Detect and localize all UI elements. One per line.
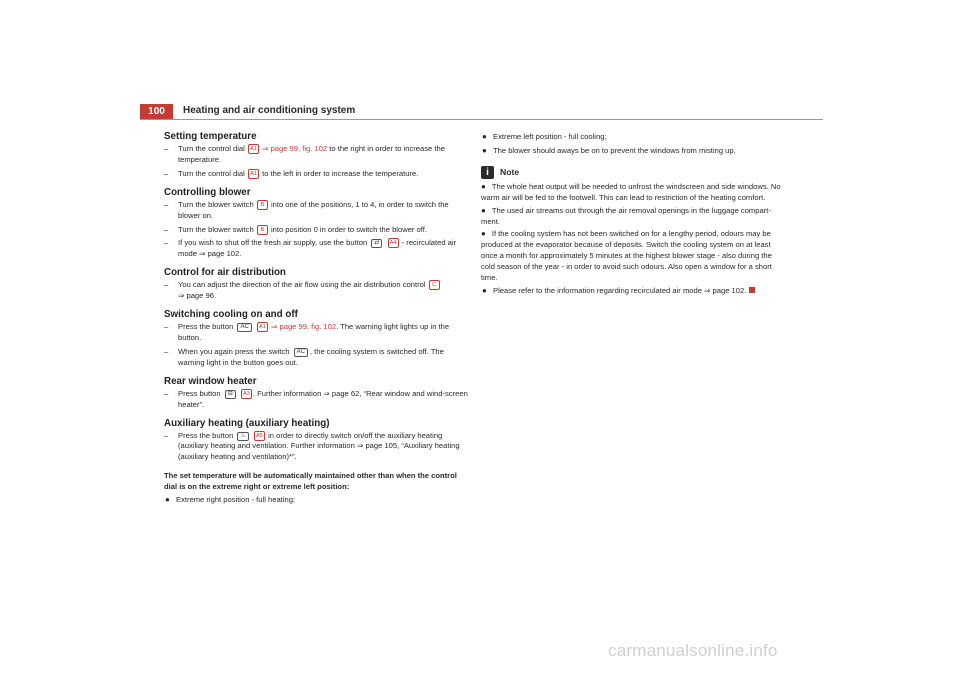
note-title: Note	[500, 166, 520, 177]
step: – You can adjust the direction of the air flow using the air distribution control C ⇒ page 96.	[164, 280, 470, 302]
callout-b-icon: B	[257, 200, 268, 210]
rear-window-heater-icon: ⊟	[225, 390, 236, 399]
step: – Turn the control dial A1 ⇒ page 99, fig. 102 to the right in order to increase the temperature.	[164, 144, 445, 164]
page-link[interactable]: ⇒ page 99, fig. 102	[271, 322, 337, 332]
bullet-icon: ●	[481, 205, 486, 215]
page-title: Heating and air conditioning system	[183, 105, 356, 116]
step: – Press the button AC A1 ⇒ page 99, fig. 102. The warning light lights up in the button.	[164, 322, 450, 342]
watermark: carmanualsonline.info	[608, 641, 778, 660]
callout-a1-icon: A1	[248, 169, 259, 179]
recirculation-button-icon: ⇄	[371, 239, 382, 248]
bullet-icon: ●	[481, 181, 486, 191]
bullet-item: ● Extreme right position - full heating;	[165, 495, 296, 505]
header-rule	[140, 119, 823, 120]
info-icon: i	[481, 166, 494, 179]
step: – If you wish to shut off the fresh air supply, use the button ⇄ A4 - recirculated air mode ⇒ page 102.	[164, 238, 457, 259]
step: – Press button ⊟ A3 . Further information ⇒ page 62, “Rear window and wind-screen heater”.	[164, 388, 468, 409]
heading-air-distribution: Control for air distribution	[164, 267, 286, 279]
heading-cooling: Switching cooling on and off	[164, 309, 298, 321]
heading-setting-temperature: Setting temperature	[164, 131, 257, 142]
bullet-icon: ●	[482, 132, 487, 141]
note-item: ● The used air streams out through the air removal openings in the luggage compart-ment.	[481, 205, 771, 226]
bullet-icon: ●	[482, 145, 487, 155]
bullet-item: ● The blower should aways be on to prevent the windows from misting up.	[482, 145, 736, 155]
auxiliary-heating-icon: ♨	[237, 432, 248, 441]
page-header	[140, 104, 823, 120]
note-item: ● If the cooling system has not been switched on for a lengthy period, odours may be produced at the evaporator because of deposits. Switch the cooling system on at least once a month for approximately 5 minutes at the highest blower stage - also during the cold season of the year - in order to avoid such odours. Also open a window for a short time.	[481, 229, 772, 283]
left-column	[164, 130, 470, 509]
bullet-icon: ●	[165, 495, 170, 505]
callout-a1-icon: A1	[257, 322, 268, 332]
note-header	[481, 166, 781, 179]
bullet-icon: ●	[482, 285, 487, 295]
page-link[interactable]: ⇒ page 99, fig. 102	[262, 144, 328, 153]
step: – Turn the blower switch B into one of the positions, 1 to 4, in order to switch the blower on.	[164, 199, 449, 220]
heading-rear-window-heater: Rear window heater	[164, 375, 257, 387]
bullet-item: ● Extreme left position - full cooling;	[482, 132, 607, 141]
callout-a4-icon: A4	[388, 238, 399, 248]
step: – When you again press the switch AC , the cooling system is switched off. The warning light in the button goes out.	[164, 346, 444, 367]
step: – Turn the control dial A1 to the left in order to increase the temperature.	[164, 168, 419, 178]
end-mark-icon	[749, 287, 755, 293]
callout-a5-icon: A5	[254, 431, 265, 441]
callout-c-icon: C	[429, 280, 440, 290]
step: – Press the button ♨ A5 in order to directly switch on/off the auxiliary heating (auxiliary heating and ventilation. Further information ⇒ page 105, “Auxiliary heating (auxiliary heating and ventilation)*”.	[164, 430, 460, 462]
callout-b-icon: B	[257, 225, 268, 235]
bullet-icon: ●	[481, 229, 486, 239]
step: – Turn the blower switch B into position 0 in order to switch the blower off.	[164, 224, 427, 234]
ac-button-icon: AC	[237, 323, 251, 332]
heading-auxiliary-heating: Auxiliary heating (auxiliary heating)	[164, 417, 330, 429]
callout-a3-icon: A3	[241, 389, 252, 399]
auto-temperature-paragraph: The set temperature will be automatically maintained other than when the control dial is on the extreme right or extreme left position:	[164, 471, 457, 492]
ac-button-icon: AC	[294, 348, 308, 357]
callout-a1-icon: A1	[248, 144, 259, 154]
heading-controlling-blower: Controlling blower	[164, 186, 251, 198]
right-column	[481, 132, 781, 300]
note-item: ● Please refer to the information regarding recirculated air mode ⇒ page 102.	[481, 286, 781, 297]
page-number: 100	[140, 104, 173, 119]
note-item: ● The whole heat output will be needed to unfrost the windscreen and side windows. No warm air will be fed to the footwell. This can lead to restriction of the heating comfort.	[481, 181, 781, 202]
